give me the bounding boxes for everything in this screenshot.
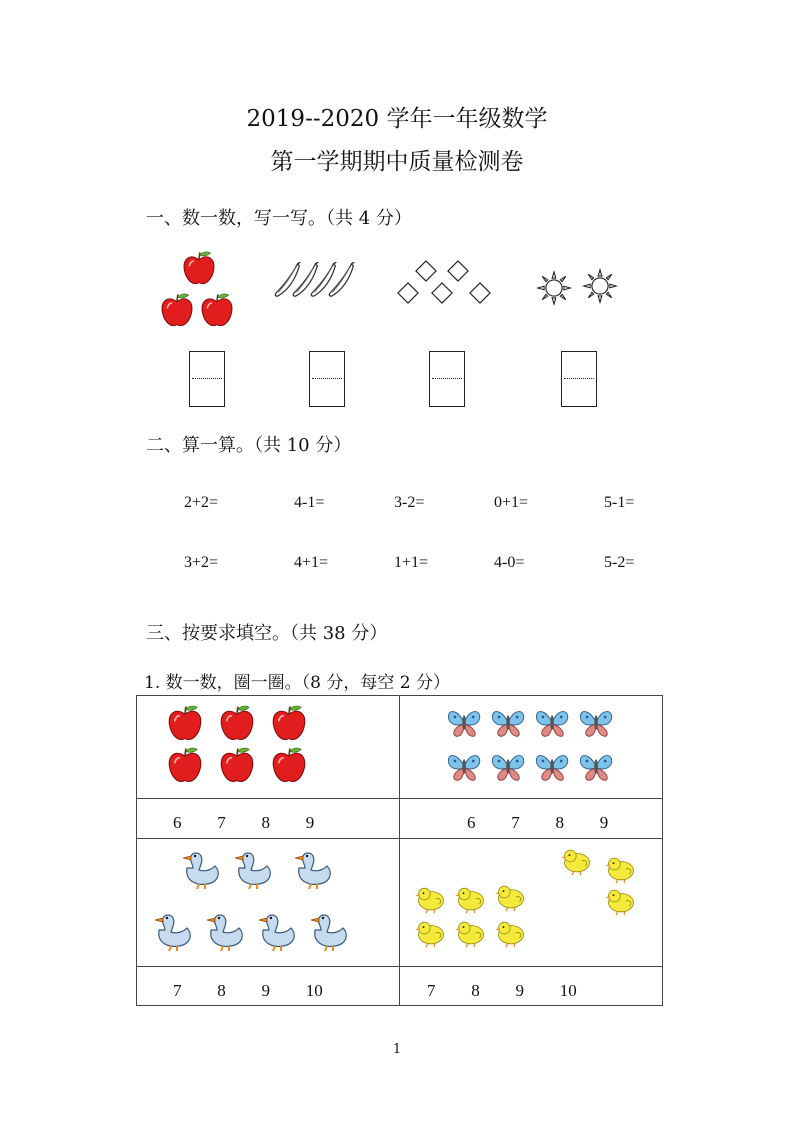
diamond-icon xyxy=(416,261,436,281)
butterfly-cell xyxy=(445,706,625,786)
butterfly-icon xyxy=(492,712,523,737)
chick-icon xyxy=(455,888,483,913)
butterfly-icon xyxy=(448,712,479,737)
duck-icon xyxy=(295,853,330,889)
option[interactable]: 7 xyxy=(511,813,520,832)
butterfly-icon xyxy=(536,756,567,781)
option[interactable]: 6 xyxy=(173,813,182,832)
expression: 5-2= xyxy=(604,554,635,571)
diamond-icon xyxy=(470,283,490,303)
answer-box[interactable] xyxy=(429,351,465,407)
diamond-group xyxy=(395,258,495,306)
options-butterflies xyxy=(467,813,640,833)
chick-icon xyxy=(605,890,633,915)
diamond-icon xyxy=(448,261,468,281)
duck-icon xyxy=(235,853,270,889)
expression: 0+1= xyxy=(494,494,529,511)
chick-icon xyxy=(455,922,483,947)
apple-icon xyxy=(162,294,192,326)
duck-icon xyxy=(207,915,242,951)
option[interactable]: 7 xyxy=(173,981,182,1000)
sun-icon xyxy=(584,270,616,302)
option[interactable]: 7 xyxy=(217,813,226,832)
option[interactable]: 10 xyxy=(305,981,323,1000)
chick-icon xyxy=(561,850,589,875)
butterfly-icon xyxy=(580,712,611,737)
duck-icon xyxy=(183,853,218,889)
diamond-icon xyxy=(398,283,418,303)
diamond-icon xyxy=(432,283,452,303)
answer-box[interactable] xyxy=(561,351,597,407)
duck-cell xyxy=(151,842,361,962)
section2-heading: 二、算一算。（共 10 分） xyxy=(146,435,352,456)
page-number: 1 xyxy=(392,1042,402,1057)
butterfly-icon xyxy=(536,712,567,737)
options-apples xyxy=(173,813,346,833)
apple-icon xyxy=(221,706,253,739)
apple-icon xyxy=(169,748,201,781)
expression: 2+2= xyxy=(184,494,219,511)
option[interactable]: 9 xyxy=(515,981,524,1000)
apple-cell xyxy=(167,704,317,786)
option[interactable]: 10 xyxy=(559,981,577,1000)
expression: 4+1= xyxy=(294,554,329,571)
expression: 3+2= xyxy=(184,554,219,571)
duck-icon xyxy=(311,915,346,951)
answer-box[interactable] xyxy=(189,351,225,407)
duck-icon xyxy=(155,915,190,951)
section1-heading: 一、数一数，写一写。（共 4 分） xyxy=(146,208,412,229)
apple-icon xyxy=(184,252,214,284)
page-title: 2019--2020 学年一年级数学 xyxy=(246,106,548,132)
question-1: 1. 数一数，圈一圈。（8 分，每空 2 分） xyxy=(144,673,450,693)
option[interactable]: 7 xyxy=(427,981,436,1000)
butterfly-icon xyxy=(580,756,611,781)
expression: 3-2= xyxy=(394,494,425,511)
chick-icon xyxy=(495,922,523,947)
expression: 4-0= xyxy=(494,554,525,571)
expression: 1+1= xyxy=(394,554,429,571)
options-ducks xyxy=(173,981,346,1001)
sun-icon xyxy=(538,272,570,304)
chick-icon xyxy=(415,922,443,947)
butterfly-icon xyxy=(448,756,479,781)
answer-box[interactable] xyxy=(309,351,345,407)
section3-heading: 三、按要求填空。（共 38 分） xyxy=(146,623,388,644)
option[interactable]: 6 xyxy=(467,813,476,832)
apple-group xyxy=(160,250,240,330)
apple-icon xyxy=(273,706,305,739)
options-chicks xyxy=(427,981,600,1001)
chick-icon xyxy=(605,858,633,883)
chick-icon xyxy=(415,888,443,913)
page-subtitle: 第一学期期中质量检测卷 xyxy=(270,149,524,175)
expression: 5-1= xyxy=(604,494,635,511)
option[interactable]: 8 xyxy=(555,813,564,832)
option[interactable]: 8 xyxy=(471,981,480,1000)
option[interactable]: 8 xyxy=(217,981,226,1000)
apple-icon xyxy=(221,748,253,781)
option[interactable]: 9 xyxy=(599,813,609,832)
option[interactable]: 8 xyxy=(261,813,270,832)
chick-icon xyxy=(495,886,523,911)
expression: 4-1= xyxy=(294,494,325,511)
butterfly-icon xyxy=(492,756,523,781)
count-table xyxy=(136,695,663,1006)
chick-cell xyxy=(412,846,642,956)
banana-group xyxy=(272,260,362,302)
option[interactable]: 9 xyxy=(261,981,270,1000)
apple-icon xyxy=(273,748,305,781)
apple-icon xyxy=(202,294,232,326)
apple-icon xyxy=(169,706,201,739)
duck-icon xyxy=(259,915,294,951)
option[interactable]: 9 xyxy=(305,813,315,832)
sun-group xyxy=(536,268,626,308)
